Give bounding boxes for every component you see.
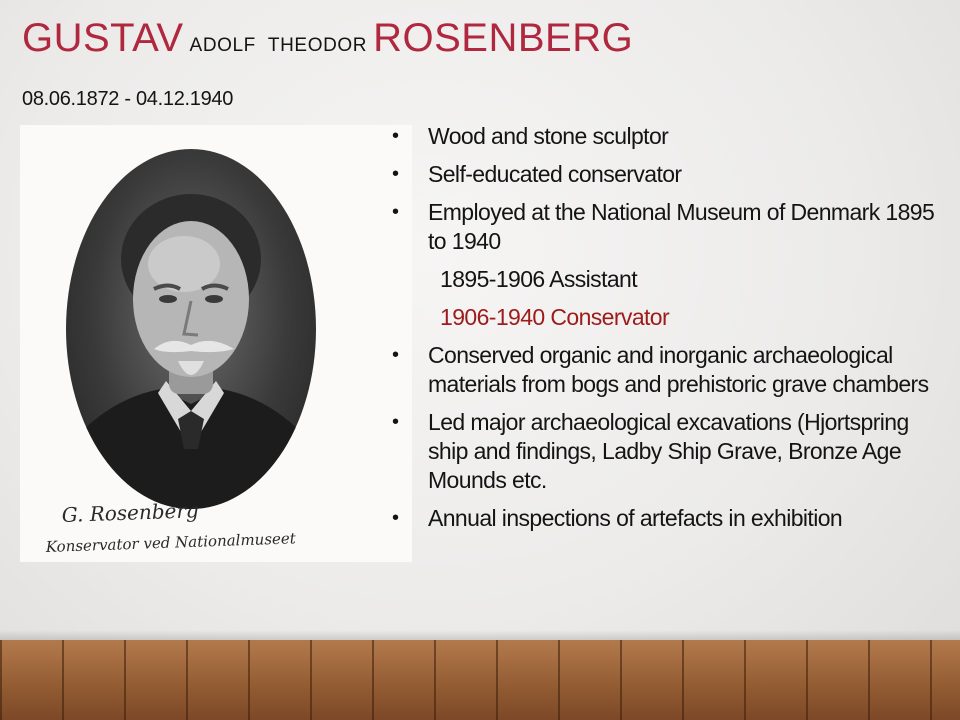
- bullet-item: • Conserved organic and inorganic archaeological materials from bogs and prehistoric grave chambers: [388, 341, 954, 399]
- title-first-name: GUSTAV: [22, 16, 184, 60]
- signature-line-1: G. Rosenberg: [61, 500, 200, 527]
- sub-item: 1895-1906 Assistant: [440, 266, 638, 292]
- portrait-oval: [66, 149, 316, 509]
- wood-floor: [0, 640, 960, 720]
- sub-item-highlight: 1906-1940 Conservator: [440, 304, 670, 330]
- signature: [42, 500, 422, 560]
- signature-script: [42, 500, 422, 560]
- bullet-item: • Led major archaeological excavations (Hjortspring ship and findings, Ladby Ship Grave, Bronze Age Mounds etc.: [388, 408, 954, 495]
- title-middle-name-2: THEODOR: [267, 35, 368, 56]
- portrait-photo: [20, 125, 412, 562]
- signature-line-2: Konservator ved Nationalmuseet: [45, 529, 297, 556]
- bullet-list: [388, 122, 954, 542]
- title-last-name: ROSENBERG: [373, 16, 634, 60]
- bullet-item: • Self-educated conservator: [388, 160, 954, 189]
- bullet-item: • Employed at the National Museum of Denmark 1895 to 1940: [388, 198, 954, 256]
- life-dates: 08.06.1872 - 04.12.1940: [22, 88, 234, 110]
- title-middle-name-1: ADOLF: [189, 35, 256, 56]
- slide-title: [22, 18, 633, 58]
- bullet-item: • Annual inspections of artefacts in exhibition: [388, 504, 954, 533]
- portrait-illustration: [66, 149, 316, 509]
- bullet-item: • Wood and stone sculptor: [388, 122, 954, 151]
